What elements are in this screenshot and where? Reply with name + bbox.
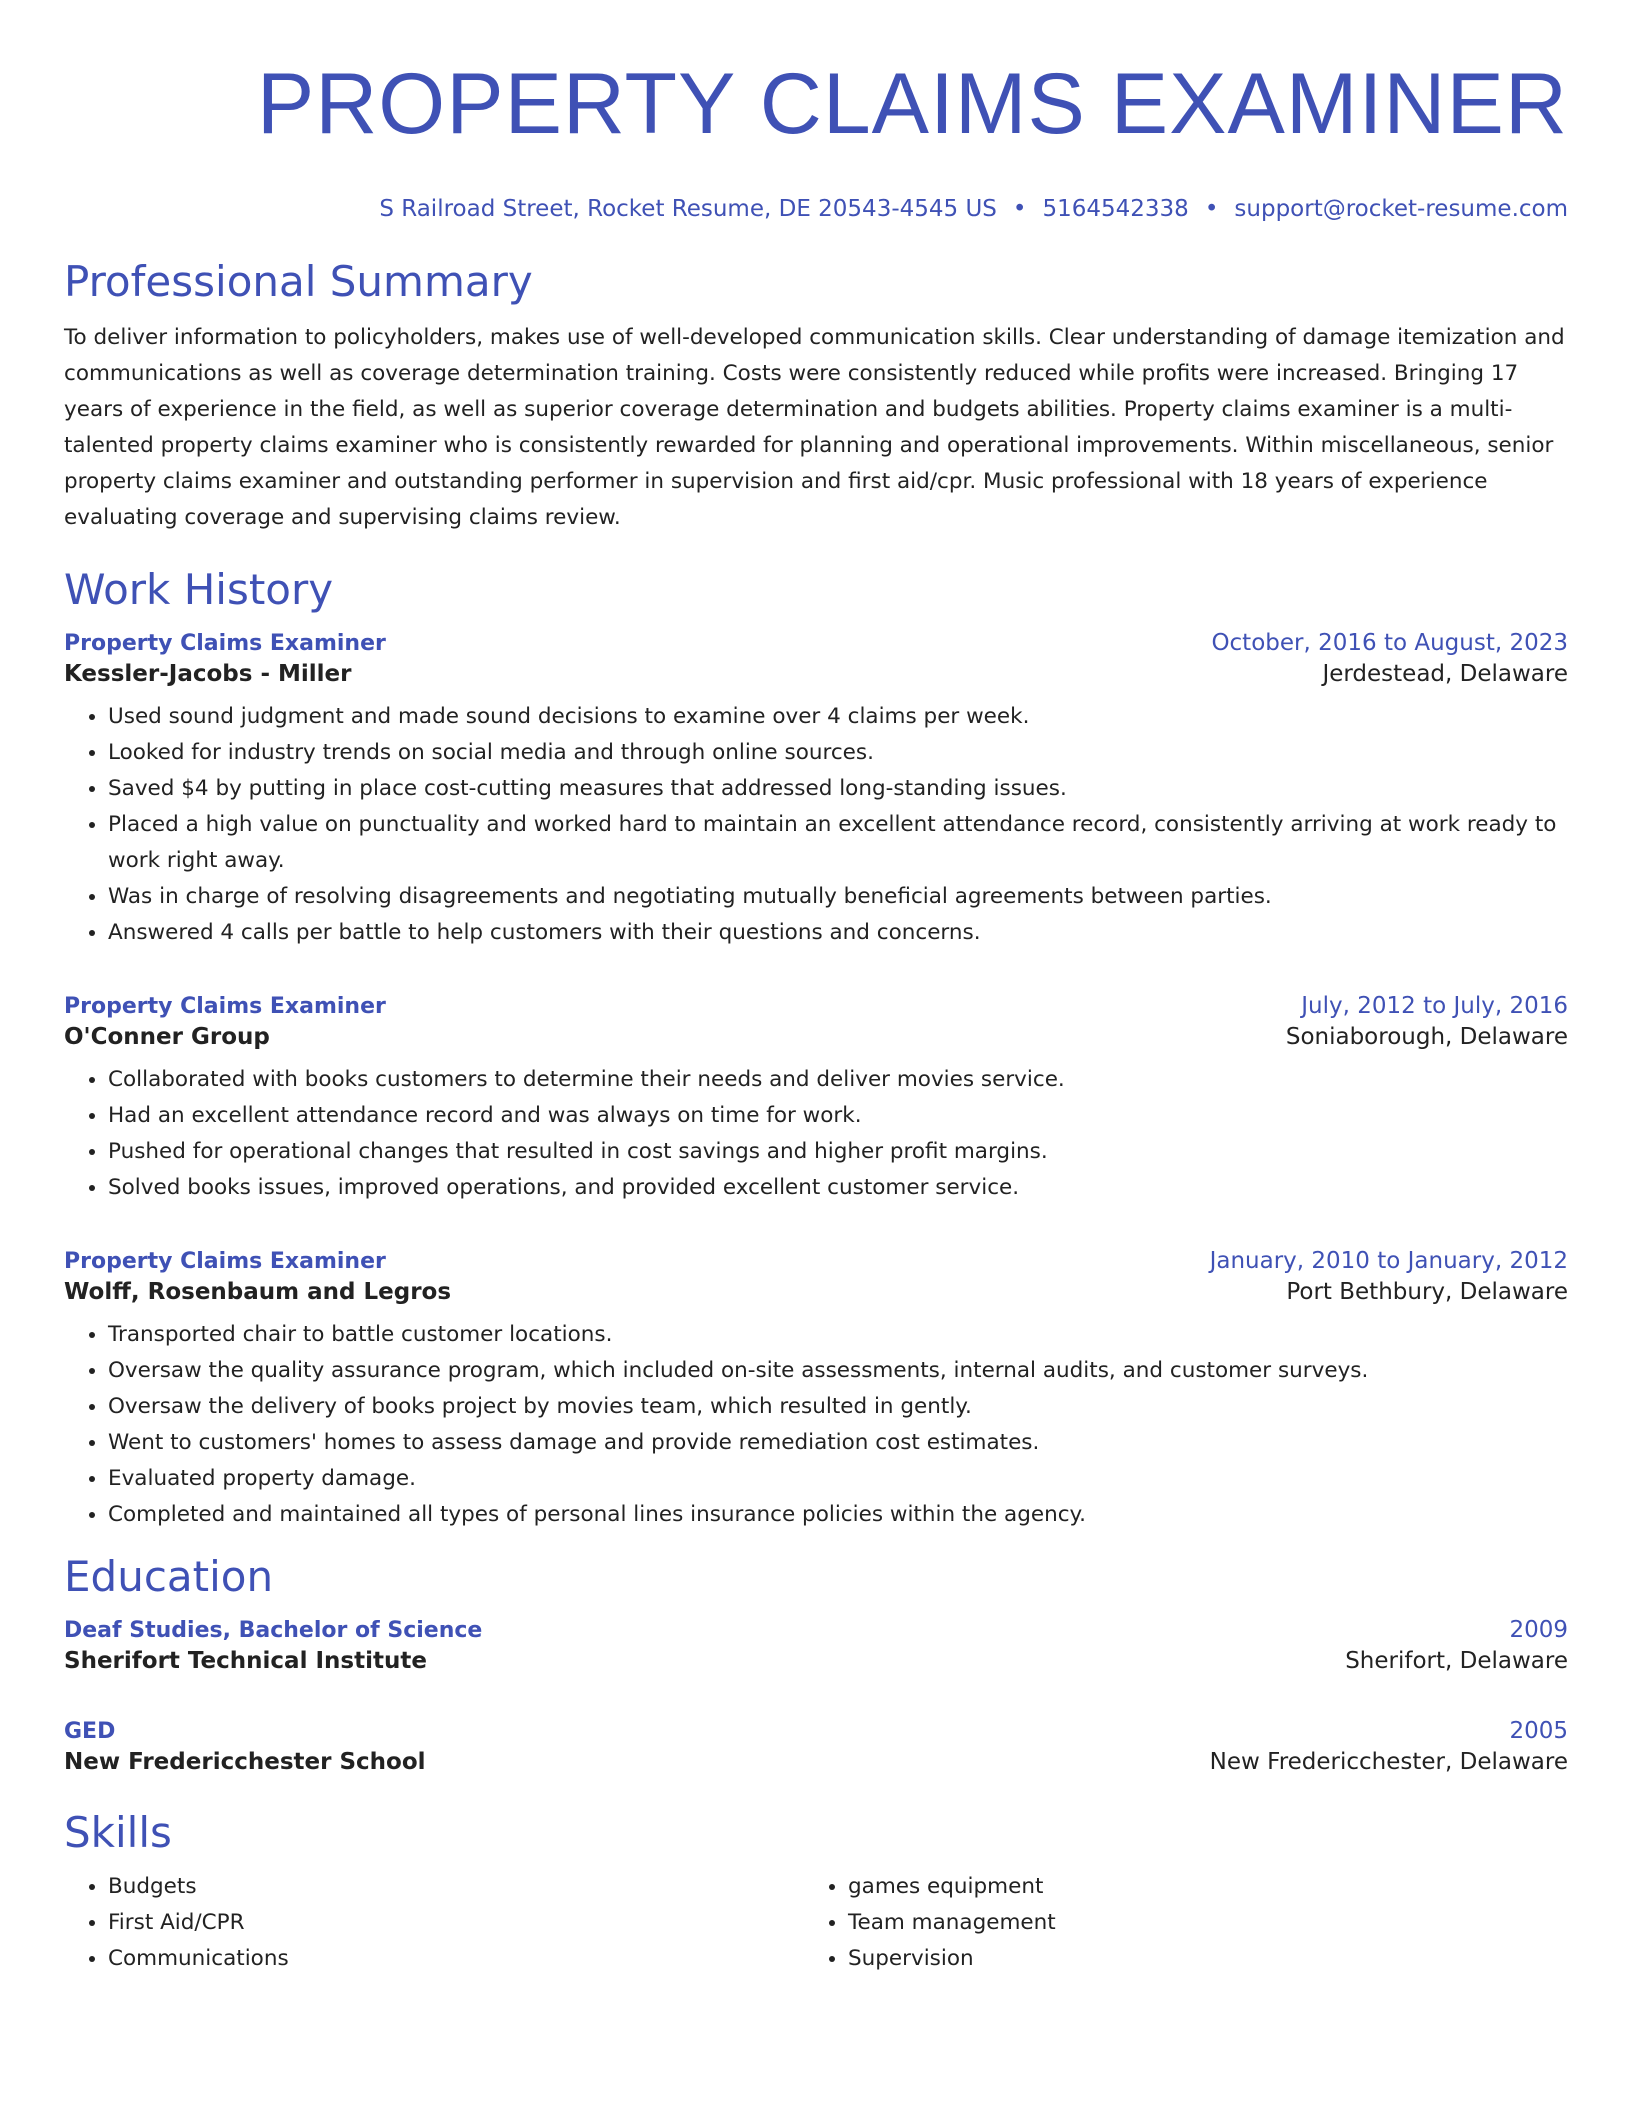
job-title: Property Claims Examiner bbox=[64, 994, 386, 1019]
job-location: Jerdestead, Delaware bbox=[1322, 661, 1568, 687]
graduation-year: 2009 bbox=[1509, 1617, 1568, 1643]
skill-item: • Team management bbox=[848, 1905, 1544, 1941]
job-bullet: • Pushed for operational changes that resulted in cost savings and higher profit margins. bbox=[108, 1134, 1568, 1170]
skill-item: • Budgets bbox=[108, 1869, 804, 1905]
job-dates: January, 2010 to January, 2012 bbox=[1209, 1248, 1568, 1274]
job-bullet: • Used sound judgment and made sound decisions to examine over 4 claims per week. bbox=[108, 699, 1568, 735]
resume-page bbox=[64, 0, 1568, 1977]
job-bullet: • Completed and maintained all types of personal lines insurance policies within the agency. bbox=[108, 1497, 1568, 1533]
job-bullet: • Oversaw the quality assurance program, which included on-site assessments, internal audits, and customer surveys. bbox=[108, 1353, 1568, 1389]
skills-list-left bbox=[64, 1869, 804, 1977]
job-bullet-list bbox=[64, 699, 1568, 951]
job-bullet: • Solved books issues, improved operations, and provided excellent customer service. bbox=[108, 1170, 1568, 1206]
job-bullet: • Oversaw the delivery of books project by movies team, which resulted in gently. bbox=[108, 1389, 1568, 1425]
bullet-separator: • bbox=[1012, 196, 1027, 222]
job-bullet-list bbox=[64, 1317, 1568, 1533]
job-location: Soniaborough, Delaware bbox=[1285, 1024, 1568, 1050]
job-title: Property Claims Examiner bbox=[64, 631, 386, 656]
degree-title: GED bbox=[64, 1719, 116, 1744]
phone-text: 5164542338 bbox=[1042, 196, 1189, 222]
job-title: Property Claims Examiner bbox=[64, 1249, 386, 1274]
job-bullet: • Saved $4 by putting in place cost-cutting measures that addressed long-standing issues. bbox=[108, 771, 1568, 807]
job-bullet: • Went to customers' homes to assess damage and provide remediation cost estimates. bbox=[108, 1425, 1568, 1461]
skill-item: • games equipment bbox=[848, 1869, 1544, 1905]
skills-grid bbox=[64, 1869, 1568, 1977]
job-location: Port Bethbury, Delaware bbox=[1286, 1279, 1568, 1305]
skill-item: • Supervision bbox=[848, 1941, 1544, 1977]
degree-title: Deaf Studies, Bachelor of Science bbox=[64, 1618, 483, 1643]
candidate-name: PROPERTY CLAIMS EXAMINER bbox=[256, 56, 1568, 152]
job-bullet: • Collaborated with books customers to determine their needs and deliver movies service. bbox=[108, 1062, 1568, 1098]
school-location: New Fredericchester, Delaware bbox=[1209, 1749, 1568, 1775]
section-title-work-history: Work History bbox=[64, 565, 334, 614]
section-title-education: Education bbox=[64, 1552, 274, 1601]
job-bullet: • Was in charge of resolving disagreements and negotiating mutually beneficial agreements between parties. bbox=[108, 879, 1568, 915]
job-entry bbox=[64, 1246, 1568, 1533]
skill-item: • Communications bbox=[108, 1941, 804, 1977]
graduation-year: 2005 bbox=[1509, 1718, 1568, 1744]
job-bullet: • Answered 4 calls per battle to help customers with their questions and concerns. bbox=[108, 915, 1568, 951]
job-bullet: • Placed a high value on punctuality and worked hard to maintain an excellent attendance record, consistently arriving at work ready to work right away. bbox=[108, 807, 1568, 879]
school-location: Sherifort, Delaware bbox=[1345, 1648, 1568, 1674]
school-name: Sherifort Technical Institute bbox=[64, 1648, 427, 1674]
job-bullet: • Evaluated property damage. bbox=[108, 1461, 1568, 1497]
section-title-skills: Skills bbox=[64, 1808, 172, 1857]
education-entry bbox=[64, 1615, 1568, 1676]
company-name: Wolff, Rosenbaum and Legros bbox=[64, 1279, 452, 1305]
summary-text: To deliver information to policyholders, makes use of well-developed communication skills. Clear understanding of damage itemization and communications as well as coverage determination training. Costs were consistently reduced while profits were increased. Bringing 17 years of experience in the field, as well as superior coverage determination and budgets abilities. Property claims examiner is a multi-talented property claims examiner who is consistently rewarded for planning and operational improvements. Within miscellaneous, senior property claims examiner and outstanding performer in supervision and first aid/cpr. Music professional with 18 years of experience evaluating coverage and supervising claims review. bbox=[64, 325, 1565, 530]
section-title-summary: Professional Summary bbox=[64, 257, 533, 306]
company-name: Kessler-Jacobs - Miller bbox=[64, 661, 352, 687]
job-entry bbox=[64, 628, 1568, 951]
contact-line bbox=[64, 194, 1568, 224]
job-bullet-list bbox=[64, 1062, 1568, 1206]
skills-list-right bbox=[804, 1869, 1544, 1977]
address-text: S Railroad Street, Rocket Resume, DE 20543-4545 US bbox=[379, 196, 997, 222]
job-bullet: • Looked for industry trends on social media and through online sources. bbox=[108, 735, 1568, 771]
education-entry bbox=[64, 1716, 1568, 1777]
bullet-separator: • bbox=[1204, 196, 1219, 222]
skill-item: • First Aid/CPR bbox=[108, 1905, 804, 1941]
company-name: O'Conner Group bbox=[64, 1024, 270, 1050]
school-name: New Fredericchester School bbox=[64, 1749, 426, 1775]
job-dates: October, 2016 to August, 2023 bbox=[1211, 630, 1568, 656]
job-bullet: • Had an excellent attendance record and was always on time for work. bbox=[108, 1098, 1568, 1134]
job-dates: July, 2012 to July, 2016 bbox=[1301, 993, 1568, 1019]
job-bullet: • Transported chair to battle customer locations. bbox=[108, 1317, 1568, 1353]
email-text: support@rocket-resume.com bbox=[1234, 196, 1568, 222]
job-entry bbox=[64, 991, 1568, 1206]
